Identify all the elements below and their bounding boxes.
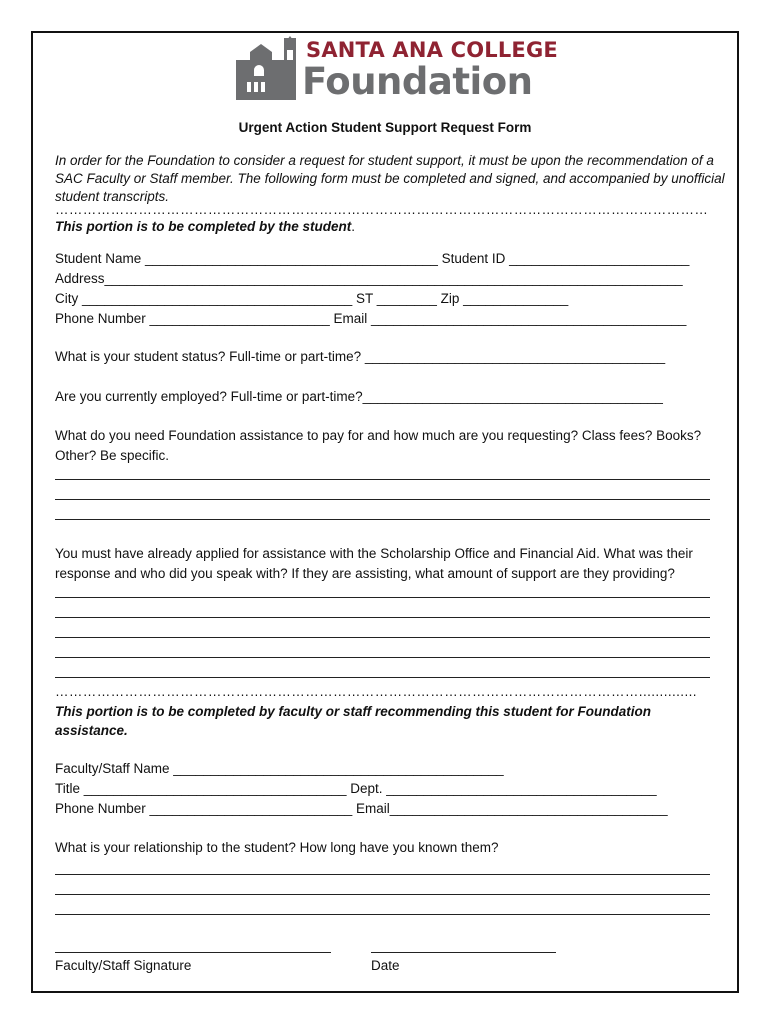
answer-line[interactable] <box>55 637 710 638</box>
signature-label: Faculty/Staff Signature <box>55 958 192 973</box>
answer-line[interactable] <box>55 519 710 520</box>
address-field[interactable]: Address_____________________________________________________________________________ <box>55 271 683 286</box>
staff-section-heading: This portion is to be completed by faculty or staff recommending this student for Foundation assistance. <box>55 704 652 738</box>
student-section-heading-text: This portion is to be completed by the student <box>55 219 352 234</box>
answer-line[interactable] <box>55 499 710 500</box>
student-section-heading-period: . <box>351 219 356 234</box>
student-status-question[interactable]: What is your student status? Full-time or part-time? ________________________________________ <box>55 349 666 364</box>
staff-name-field[interactable]: Faculty/Staff Name ____________________________________________ <box>55 761 504 776</box>
assistance-question: What do you need Foundation assistance to pay for and how much are you requesting? Class fees? Books? Other? Be specific. <box>55 428 702 463</box>
employment-question[interactable]: Are you currently employed? Full-time or part-time?________________________________________ <box>55 389 663 404</box>
student-section-heading <box>55 218 355 235</box>
date-label: Date <box>371 958 400 973</box>
section-separator: …………………………………………………………………………………………………………………………… <box>55 202 709 217</box>
answer-line[interactable] <box>55 874 710 875</box>
building-icon <box>232 36 304 102</box>
phone-email-field[interactable]: Phone Number ________________________ Email __________________________________________ <box>55 311 687 326</box>
date-line[interactable] <box>371 952 556 953</box>
applied-assistance-question: You must have already applied for assistance with the Scholarship Office and Financial Aid. What was their response and who did you speak with? If they are assisting, what amount of support are they providing? <box>55 546 693 581</box>
section-separator: ……………………………………………………………………………………………………………….............. <box>55 684 697 699</box>
logo-college-name: SANTA ANA COLLEGE <box>306 38 558 62</box>
college-foundation-logo <box>232 36 558 106</box>
relationship-question: What is your relationship to the student? How long have you known them? <box>55 840 499 855</box>
answer-line[interactable] <box>55 597 710 598</box>
answer-line[interactable] <box>55 617 710 618</box>
staff-phone-email-field[interactable]: Phone Number ___________________________ Email_____________________________________ <box>55 801 668 816</box>
city-state-zip-field[interactable]: City ____________________________________ ST ________ Zip ______________ <box>55 291 569 306</box>
form-title: Urgent Action Student Support Request Form <box>238 120 532 135</box>
title-dept-field[interactable]: Title ___________________________________ Dept. ____________________________________ <box>55 781 657 796</box>
logo-foundation-word: Foundation <box>302 60 533 103</box>
answer-line[interactable] <box>55 894 710 895</box>
answer-line[interactable] <box>55 677 710 678</box>
form-intro: In order for the Foundation to consider a request for student support, it must be upon the recommendation of a SAC Faculty or Staff member. The following form must be completed and signed, and accompanied by unofficial student transcripts. <box>55 153 725 204</box>
signature-line[interactable] <box>55 952 331 953</box>
answer-line[interactable] <box>55 479 710 480</box>
student-name-field[interactable]: Student Name _______________________________________ Student ID ________________________ <box>55 251 690 266</box>
answer-line[interactable] <box>55 657 710 658</box>
answer-line[interactable] <box>55 914 710 915</box>
